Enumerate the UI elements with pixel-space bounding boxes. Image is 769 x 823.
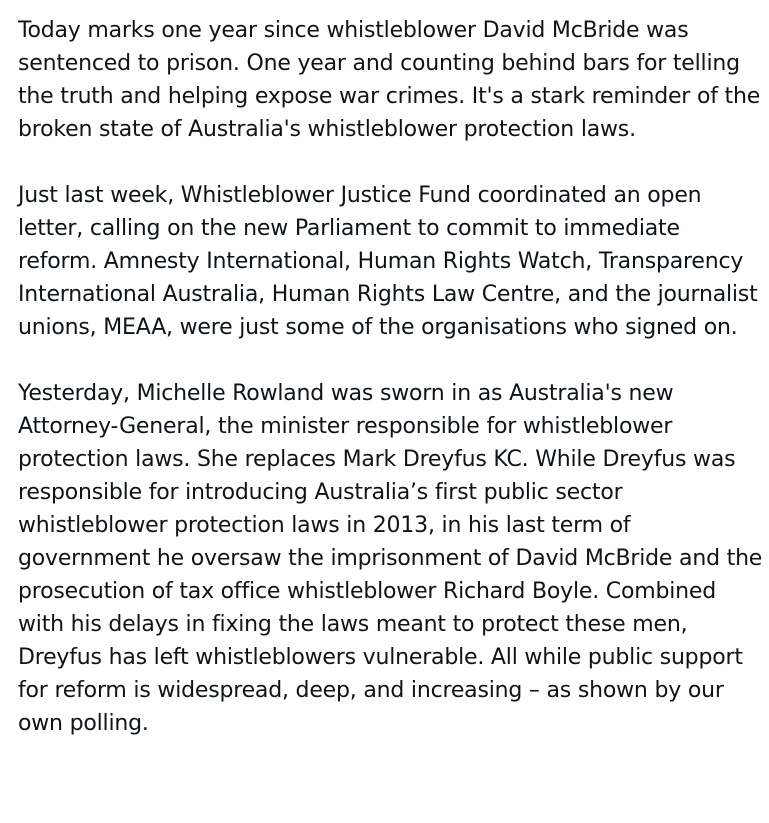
post-body xyxy=(18,14,763,740)
paragraph-attorney-general: Yesterday, Michelle Rowland was sworn in as Australia's new Attorney-General, the minister responsible for whistleblower protection laws. She replaces Mark Dreyfus KC. While Dreyfus was responsible for introducing Australia’s first public sector whistleblower protection laws in 2013, in his last term of government he oversaw the imprisonment of David McBride and the prosecution of tax office whistleblower Richard Boyle. Combined with his delays in fixing the laws meant to protect these men, Dreyfus has left whistleblowers vulnerable. All while public support for reform is widespread, deep, and increasing – as shown by our own polling. xyxy=(18,381,763,736)
paragraph-mcbride-anniversary: Today marks one year since whistleblower David McBride was sentenced to prison. One year and counting behind bars for telling the truth and helping expose war crimes. It's a stark reminder of the broken state of Australia's whistleblower protection laws. xyxy=(18,18,761,142)
paragraph-open-letter: Just last week, Whistleblower Justice Fund coordinated an open letter, calling on the new Parliament to commit to immediate reform. Amnesty International, Human Rights Watch, Transparency International Australia, Human Rights Law Centre, and the journalist unions, MEAA, were just some of the organisations who signed on. xyxy=(18,183,758,340)
